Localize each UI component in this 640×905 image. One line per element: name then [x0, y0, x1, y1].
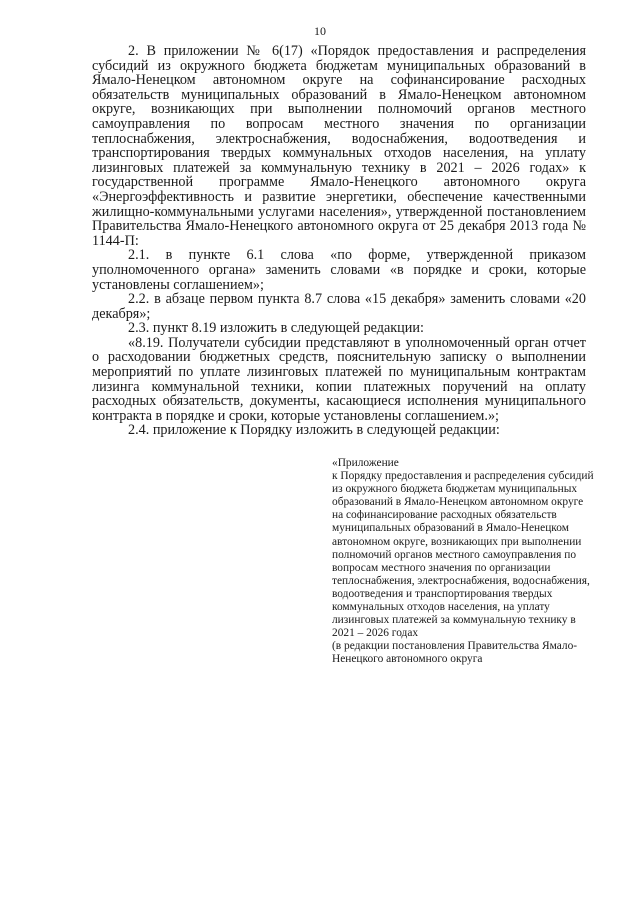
paragraph-item-2-1: 2.1. в пункте 6.1 слова «по форме, утвержденной приказом уполномоченного органа» заменить словами «в порядке и сроки, которые установлены соглашением»; [92, 247, 586, 293]
paragraph-item-2-3: 2.3. пункт 8.19 изложить в следующей редакции: [128, 320, 424, 337]
page-number: 10 [314, 24, 326, 38]
paragraph-item-2-4: 2.4. приложение к Порядку изложить в следующей редакции: [128, 422, 500, 439]
paragraph-item-2: 2. В приложении № 6(17) «Порядок предоставления и распределения субсидий из окружного бюджета бюджетам муниципальных образований в Ямало-Ненецком автономном округе на софинансирование расходных обязательств муниципальных образований в Ямало-Ненецком автономном округе, возникающих при выполнении полномочий органов местного самоуправления по вопросам местного значения по организации теплоснабжения, электроснабжения, водоснабжения, водоотведения и транспортирования твердых коммунальных отходов населения, на уплату лизинговых платежей за коммунальную технику в 2021 – 2026 годах» к государственной программе Ямало-Ненецкого автономного округа «Энергоэффективность и развитие энергетики, обеспечение качественными жилищно-коммунальными услугами населения», утвержденной постановлением Правительства Ямало-Ненецкого автономного округа от 25 декабря 2013 года № 1144-П: [92, 43, 586, 249]
document-body [92, 44, 586, 438]
paragraph-clause-8-19: «8.19. Получатели субсидии представляют в уполномоченный орган отчет о расходовании бюджетных средств, пояснительную записку о выполнении мероприятий по уплате лизинговых платежей по муниципальным контрактам лизинга коммунальной техники, копии платежных поручений на оплату расходных обязательств, документы, касающиеся исполнения муниципального контракта в порядке и сроки, которые установлены соглашением.»; [92, 334, 586, 424]
appendix-heading-block [332, 457, 594, 667]
appendix-edition-note: (в редакции постановления Правительства Ямало-Ненецкого автономного округа [332, 640, 578, 666]
appendix-title: «Приложение [332, 457, 399, 469]
appendix-description: к Порядку предоставления и распределения субсидий из окружного бюджета бюджетам муниципальных образований в Ямало-Ненецком автономном округе на софинансирование расходных обязательств муниципальных образований в Ямало-Ненецком автономном округе, возникающих при выполнении полномочий органов местного самоуправления по вопросам местного значения по организации теплоснабжения, электроснабжения, водоснабжения, водоотведения и транспортирования твердых коммунальных отходов населения, на уплату лизинговых платежей за коммунальную технику в 2021 – 2026 годах [332, 470, 594, 640]
paragraph-item-2-2: 2.2. в абзаце первом пункта 8.7 слова «15 декабря» заменить словами «20 декабря»; [92, 291, 586, 322]
